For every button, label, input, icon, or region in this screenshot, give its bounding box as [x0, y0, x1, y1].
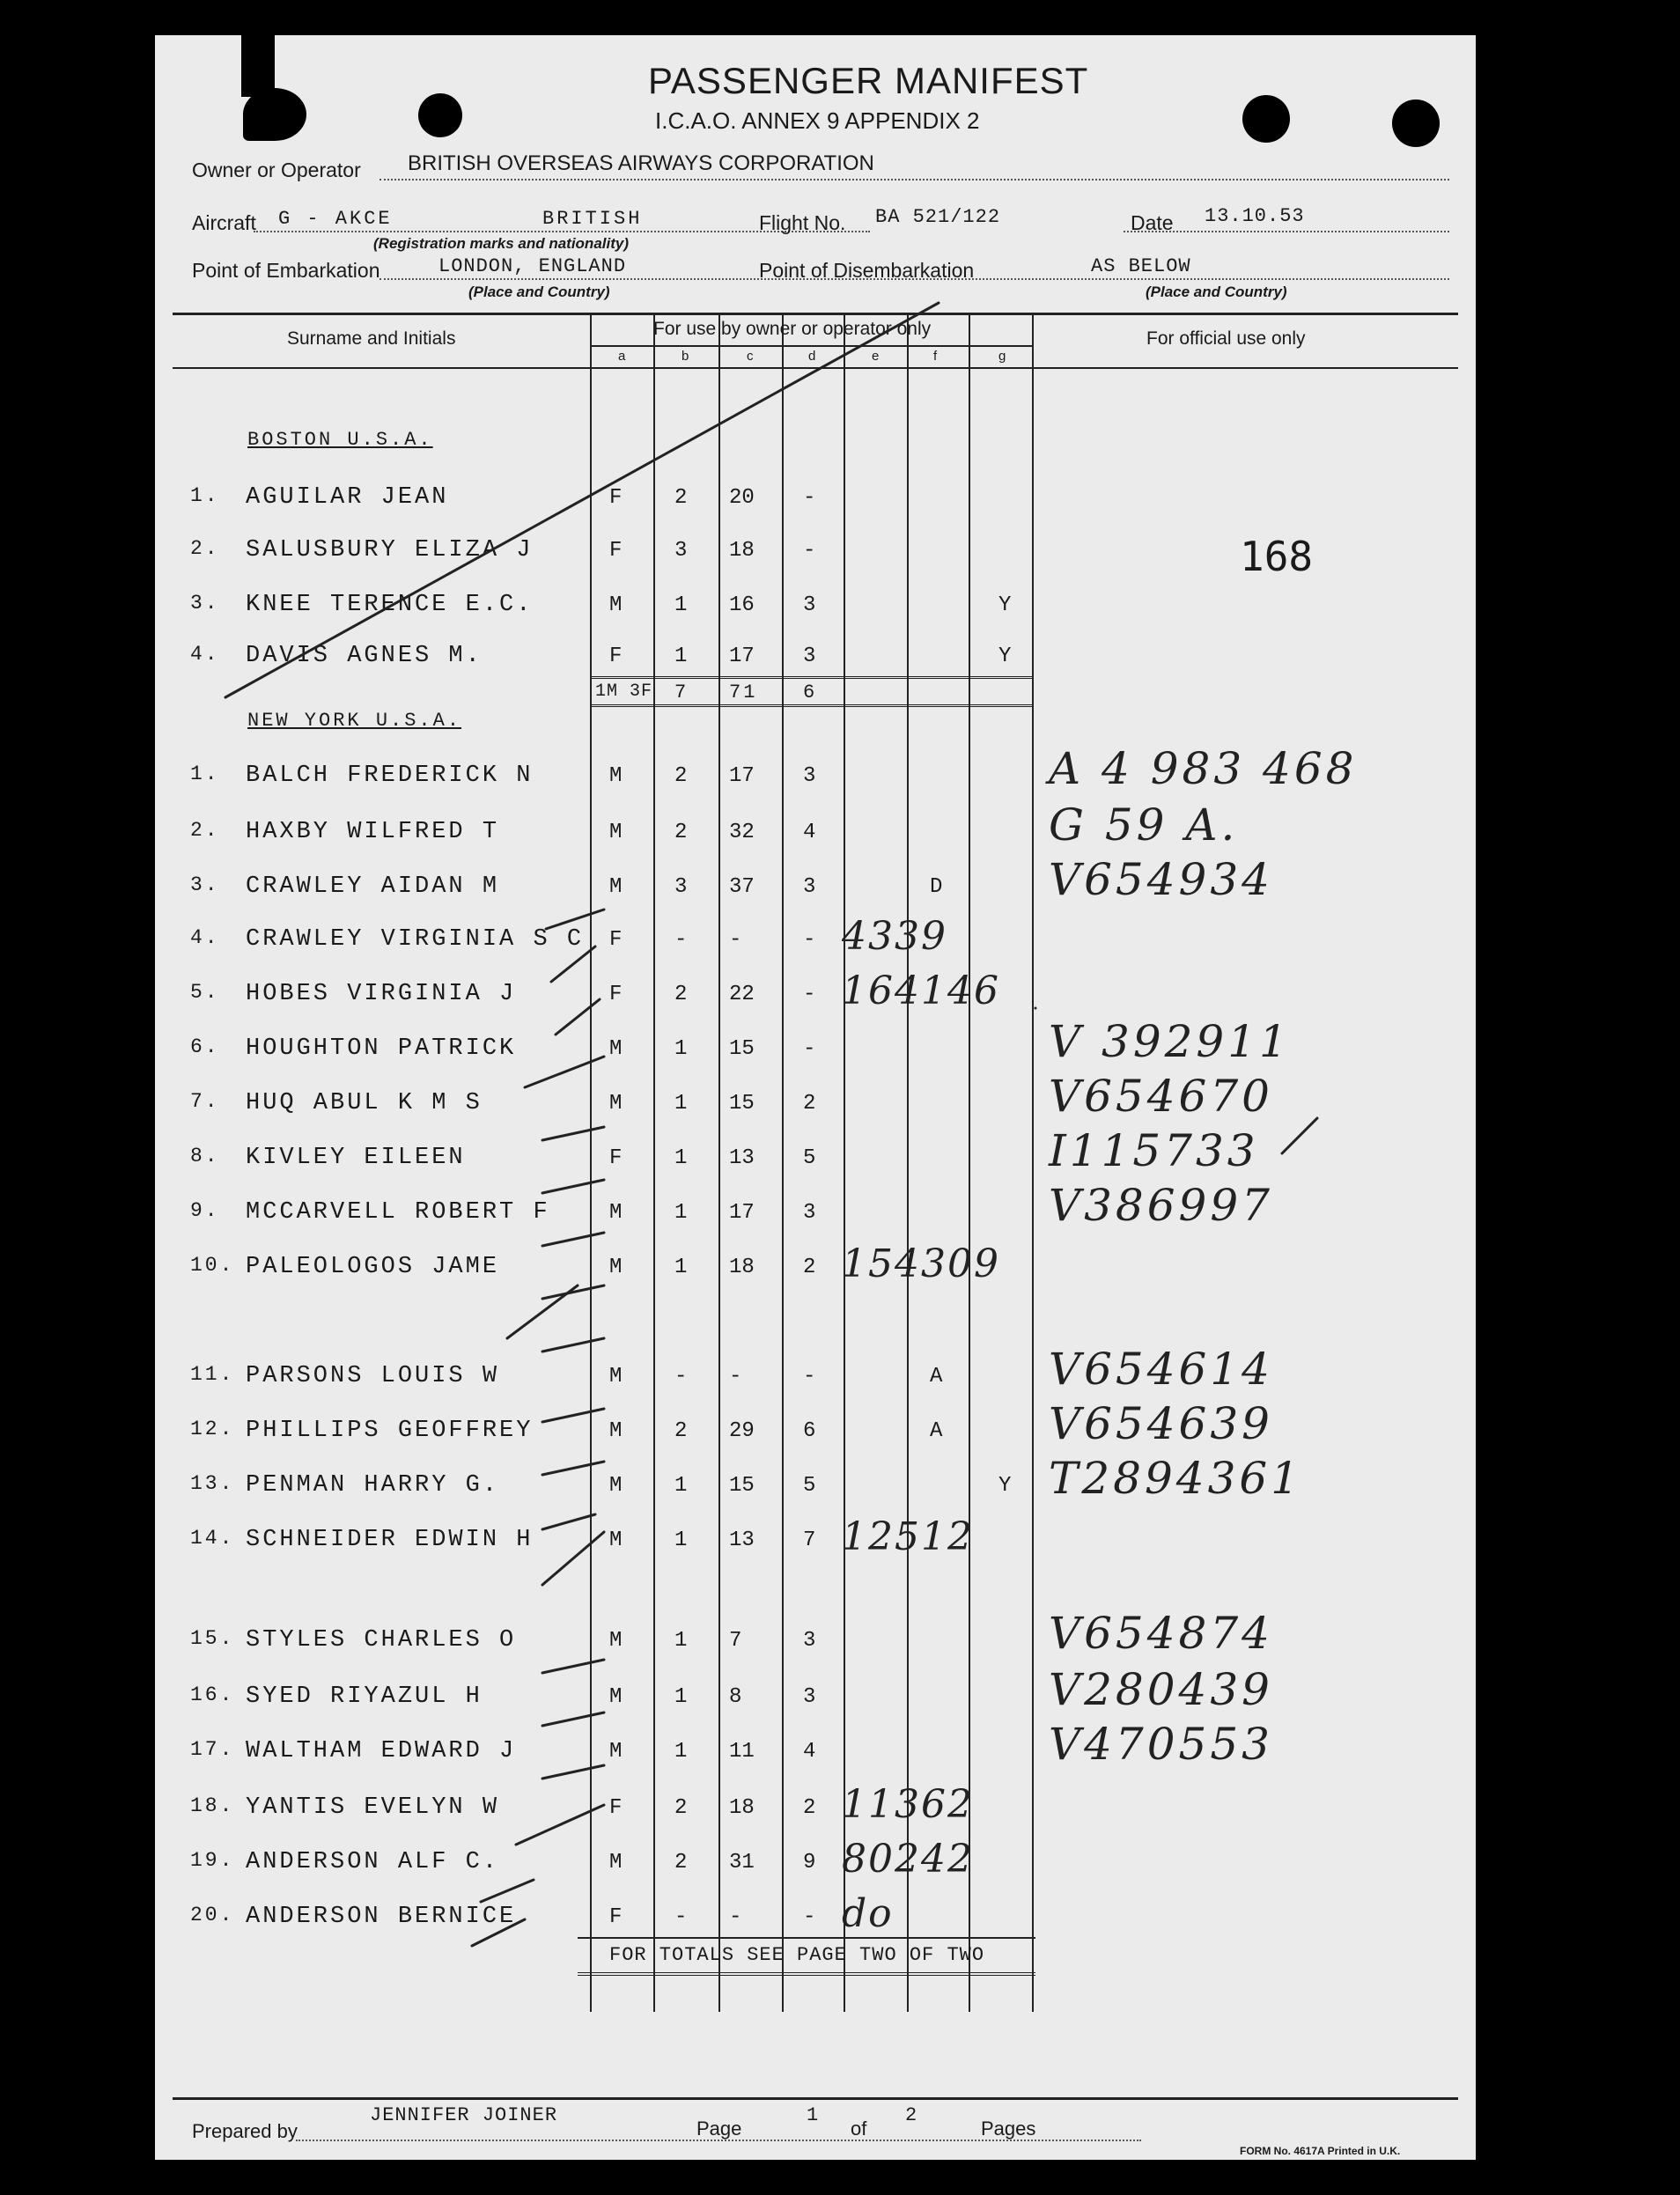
column-a-value: M [609, 1256, 623, 1279]
embarkation-label: Point of Embarkation [192, 259, 380, 282]
column-b-value: - [674, 1365, 688, 1388]
column-a-value: M [609, 1419, 623, 1443]
passenger-name: CRAWLEY VIRGINIA S C [246, 926, 585, 953]
passenger-name: SCHNEIDER EDWIN H [246, 1527, 534, 1553]
column-c-value: - [729, 928, 742, 952]
column-d-value: - [803, 1905, 816, 1929]
column-b-value: 1 [674, 1740, 688, 1764]
official-handwritten-number: G 59 A. [1049, 799, 1239, 851]
column-d-value: 4 [803, 821, 816, 844]
column-d-value: - [803, 539, 816, 563]
column-a-value: M [609, 1740, 623, 1764]
of-label: of [851, 2118, 867, 2140]
column-a-value: M [609, 1365, 623, 1388]
column-b-value: 3 [674, 875, 688, 899]
column-letter-b: b [682, 349, 689, 364]
column-d-value: 3 [803, 1629, 816, 1653]
column-d-value: 3 [803, 875, 816, 899]
annotation-168: 168 [1240, 533, 1314, 580]
column-b-value: 1 [674, 1146, 688, 1170]
row-number: 5. [190, 981, 220, 1004]
column-a-value: F [609, 1796, 623, 1820]
embarkation-value: LONDON, ENGLAND [438, 255, 627, 277]
column-c-value: 20 [729, 486, 755, 510]
column-letter-f: f [933, 349, 938, 364]
disembarkation-note: (Place and Country) [1146, 284, 1287, 300]
column-b-value: 2 [674, 1796, 688, 1820]
column-d-value: 3 [803, 764, 816, 788]
official-handwritten-number: V654874 [1049, 1608, 1273, 1659]
official-handwritten-number: V654639 [1049, 1398, 1273, 1449]
pages-label: Pages [981, 2118, 1036, 2140]
column-d-value: - [803, 928, 816, 952]
aircraft-nationality: BRITISH [542, 208, 643, 230]
form-subtitle: I.C.A.O. ANNEX 9 APPENDIX 2 [655, 107, 980, 134]
column-b-value: 1 [674, 1685, 688, 1709]
date-value: 13.10.53 [1205, 205, 1305, 227]
header-surname: Surname and Initials [287, 328, 456, 349]
column-letter-a: a [618, 349, 626, 364]
passenger-name: AGUILAR JEAN [246, 484, 449, 511]
column-a-value: M [609, 1851, 623, 1875]
column-a-value: F [609, 1905, 623, 1929]
column-a-value: M [609, 1474, 623, 1498]
column-d-value: 6 [803, 1419, 816, 1443]
form-number: FORM No. 4617A Printed in U.K. [1240, 2145, 1401, 2157]
column-letter-c: c [747, 349, 754, 364]
column-a-value: F [609, 486, 623, 510]
passenger-name: ANDERSON BERNICE [246, 1904, 517, 1930]
prepared-by-value: JENNIFER JOINER [370, 2104, 558, 2126]
passenger-name: DAVIS AGNES M. [246, 643, 483, 669]
column-c-value: 15 [729, 1037, 755, 1061]
column-d-value: 9 [803, 1851, 816, 1875]
aircraft-registration: G - AKCE [278, 208, 393, 230]
official-handwritten-number: I115733 [1049, 1125, 1259, 1176]
passenger-name: WALTHAM EDWARD J [246, 1738, 517, 1764]
column-letter-e: e [872, 349, 880, 364]
column-c-value: 18 [729, 1256, 755, 1279]
passenger-name: PENMAN HARRY G. [246, 1472, 500, 1499]
column-b-value: 1 [674, 1629, 688, 1653]
passenger-name: SYED RIYAZUL H [246, 1683, 483, 1710]
header-owner-use: For use by owner or operator only [653, 319, 932, 339]
passenger-name: MCCARVELL ROBERT F [246, 1199, 550, 1226]
column-d-value: 3 [803, 645, 816, 668]
column-a-value: M [609, 875, 623, 899]
owner-label: Owner or Operator [192, 158, 361, 181]
column-d-value: 5 [803, 1146, 816, 1170]
column-c-value: 31 [729, 1851, 755, 1875]
column-d-value: 4 [803, 1740, 816, 1764]
form-title: PASSENGER MANIFEST [648, 60, 1089, 101]
row-number: 15. [190, 1627, 235, 1650]
row-number: 18. [190, 1794, 235, 1817]
ticket-number-handwritten: 4339 [842, 914, 947, 959]
column-c-value: 8 [729, 1685, 742, 1709]
column-c-value: 15 [729, 1474, 755, 1498]
official-handwritten-number: V386997 [1049, 1180, 1273, 1231]
flight-number: BA 521/122 [875, 206, 1001, 228]
flight-label: Flight No. [759, 211, 846, 234]
passenger-name: PARSONS LOUIS W [246, 1363, 500, 1389]
column-g-value: Y [998, 593, 1012, 617]
official-handwritten-number: V 392911 [1049, 1016, 1291, 1067]
row-number: 1. [190, 484, 220, 507]
row-number: 11. [190, 1363, 235, 1386]
column-f-value: D [930, 875, 943, 899]
column-b-value: 2 [674, 486, 688, 510]
diagonal-cancel-line [225, 303, 939, 697]
passenger-name: HUQ ABUL K M S [246, 1090, 483, 1116]
passenger-name: PALEOLOGOS JAME [246, 1254, 500, 1280]
column-d-value: 2 [803, 1256, 816, 1279]
column-c-value: 16 [729, 593, 755, 617]
column-c-value: 17 [729, 1201, 755, 1225]
column-c-value: 13 [729, 1528, 755, 1552]
official-handwritten-number: V280439 [1049, 1664, 1273, 1715]
column-a-value: M [609, 1528, 623, 1552]
column-c-value: 18 [729, 1796, 755, 1820]
column-a-value: F [609, 1146, 623, 1170]
pen-strokes [155, 35, 1476, 2160]
ticket-number-handwritten: 11362 [842, 1782, 974, 1827]
row-number: 4. [190, 926, 220, 949]
official-handwritten-number: V654934 [1049, 854, 1273, 905]
manifest-sheet [155, 35, 1476, 2160]
column-c-value: 17 [729, 764, 755, 788]
row-number: 6. [190, 1035, 220, 1058]
totals-b: 7 [674, 681, 689, 703]
row-number: 19. [190, 1849, 235, 1872]
owner-value: BRITISH OVERSEAS AIRWAYS CORPORATION [408, 151, 874, 175]
totals-note: FOR TOTALS SEE PAGE TWO OF TWO [609, 1944, 985, 1966]
column-b-value: 2 [674, 764, 688, 788]
prepared-by-label: Prepared by [192, 2120, 298, 2142]
column-c-value: 32 [729, 821, 755, 844]
section-heading: BOSTON U.S.A. [247, 429, 433, 451]
column-f-value: A [930, 1365, 943, 1388]
column-c-value: 37 [729, 875, 755, 899]
ticket-number-handwritten: 164146 [842, 969, 1000, 1013]
row-number: 20. [190, 1904, 235, 1926]
column-letter-d: d [808, 349, 816, 364]
passenger-name: STYLES CHARLES O [246, 1627, 517, 1654]
column-a-value: M [609, 1629, 623, 1653]
column-c-value: 13 [729, 1146, 755, 1170]
aircraft-label: Aircraft [192, 211, 256, 234]
column-b-value: 1 [674, 1201, 688, 1225]
column-a-value: M [609, 821, 623, 844]
column-a-value: M [609, 1092, 623, 1116]
embarkation-note: (Place and Country) [468, 284, 610, 300]
column-b-value: 1 [674, 1256, 688, 1279]
row-number: 8. [190, 1145, 220, 1167]
column-a-value: F [609, 539, 623, 563]
passenger-name: KIVLEY EILEEN [246, 1145, 466, 1171]
column-f-value: A [930, 1419, 943, 1443]
column-c-value: 11 [729, 1740, 755, 1764]
official-handwritten-number: T2894361 [1049, 1453, 1303, 1504]
row-number: 1. [190, 762, 220, 785]
row-number: 14. [190, 1527, 235, 1550]
column-d-value: - [803, 1037, 816, 1061]
page-value: 1 [807, 2104, 822, 2126]
column-b-value: 1 [674, 1528, 688, 1552]
passenger-name: YANTIS EVELYN W [246, 1794, 500, 1821]
column-d-value: 3 [803, 593, 816, 617]
row-number: 2. [190, 819, 220, 842]
row-number: 4. [190, 643, 220, 666]
column-d-value: 2 [803, 1796, 816, 1820]
row-number: 17. [190, 1738, 235, 1761]
column-b-value: 1 [674, 645, 688, 668]
disembarkation-value: AS BELOW [1091, 255, 1191, 277]
column-c-value: - [729, 1365, 742, 1388]
ticket-number-handwritten: do [842, 1891, 894, 1936]
column-a-value: M [609, 1685, 623, 1709]
passenger-name: HOBES VIRGINIA J [246, 981, 517, 1007]
row-number: 2. [190, 537, 220, 560]
column-c-value: - [729, 1905, 742, 1929]
row-number: 16. [190, 1683, 235, 1706]
column-a-value: M [609, 764, 623, 788]
column-a-value: F [609, 983, 623, 1006]
passenger-name: ANDERSON ALF C. [246, 1849, 500, 1875]
official-handwritten-number: V654670 [1049, 1071, 1273, 1122]
column-a-value: F [609, 645, 623, 668]
ticket-number-handwritten: 12512 [842, 1514, 974, 1559]
column-letter-g: g [998, 349, 1006, 364]
column-a-value: M [609, 1037, 623, 1061]
passenger-name: BALCH FREDERICK N [246, 762, 534, 789]
row-number: 12. [190, 1418, 235, 1440]
column-g-value: Y [998, 1474, 1012, 1498]
column-d-value: - [803, 486, 816, 510]
of-value: 2 [905, 2104, 920, 2126]
row-number: 13. [190, 1472, 235, 1495]
passenger-name: HAXBY WILFRED T [246, 819, 500, 845]
column-b-value: - [674, 1905, 688, 1929]
passenger-name: HOUGHTON PATRICK [246, 1035, 517, 1062]
column-g-value: Y [998, 645, 1012, 668]
official-handwritten-number: V470553 [1049, 1719, 1273, 1770]
passenger-name: KNEE TERENCE E.C. [246, 592, 534, 618]
column-d-value: 5 [803, 1474, 816, 1498]
column-c-value: 15 [729, 1092, 755, 1116]
column-b-value: 2 [674, 821, 688, 844]
column-b-value: 3 [674, 539, 688, 563]
column-b-value: 2 [674, 1419, 688, 1443]
column-b-value: 2 [674, 983, 688, 1006]
section-heading: NEW YORK U.S.A. [247, 710, 462, 732]
header-official-use: For official use only [1146, 328, 1306, 349]
totals-sex: 1M 3F [595, 681, 653, 702]
column-c-value: 17 [729, 645, 755, 668]
column-d-value: 7 [803, 1528, 816, 1552]
row-number: 10. [190, 1254, 235, 1277]
passenger-name: SALUSBURY ELIZA J [246, 537, 534, 563]
totals-d: 6 [803, 681, 818, 703]
column-b-value: 2 [674, 1851, 688, 1875]
disembarkation-label: Point of Disembarkation [759, 259, 975, 282]
column-d-value: 3 [803, 1201, 816, 1225]
totals-c: 71 [729, 681, 758, 703]
official-handwritten-number: V654614 [1049, 1344, 1273, 1395]
column-a-value: F [609, 928, 623, 952]
column-c-value: 18 [729, 539, 755, 563]
column-b-value: 1 [674, 1092, 688, 1116]
date-label: Date [1131, 211, 1174, 234]
passenger-name: CRAWLEY AIDAN M [246, 873, 500, 900]
ticket-number-handwritten: 154309 [842, 1241, 1000, 1286]
row-number: 3. [190, 873, 220, 896]
column-c-value: 29 [729, 1419, 755, 1443]
row-number: 7. [190, 1090, 220, 1113]
row-number: 9. [190, 1199, 220, 1222]
column-b-value: - [674, 928, 688, 952]
column-b-value: 1 [674, 1474, 688, 1498]
column-a-value: M [609, 1201, 623, 1225]
column-d-value: 2 [803, 1092, 816, 1116]
column-c-value: 22 [729, 983, 755, 1006]
official-handwritten-number: A 4 983 468 [1049, 743, 1358, 794]
passenger-name: PHILLIPS GEOFFREY [246, 1418, 534, 1444]
column-c-value: 7 [729, 1629, 742, 1653]
row-number: 3. [190, 592, 220, 615]
column-b-value: 1 [674, 593, 688, 617]
aircraft-note: (Registration marks and nationality) [373, 235, 629, 252]
column-d-value: - [803, 1365, 816, 1388]
ticket-number-handwritten: 80242 [842, 1837, 974, 1882]
column-a-value: M [609, 593, 623, 617]
column-d-value: 3 [803, 1685, 816, 1709]
column-d-value: - [803, 983, 816, 1006]
column-b-value: 1 [674, 1037, 688, 1061]
page-label: Page [696, 2118, 742, 2140]
